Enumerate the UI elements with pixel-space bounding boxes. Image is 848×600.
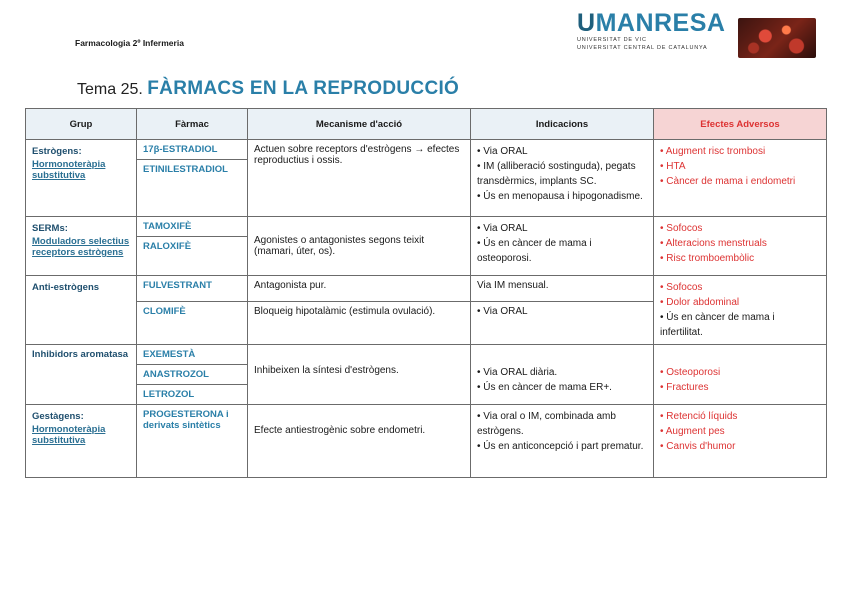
mechanism-cell: Inhibeixen la síntesi d'estrògens. (248, 345, 471, 405)
logo-subtitle-1: UNIVERSITAT DE VIC (577, 37, 647, 43)
drug-cell: 17β-ESTRADIOL (137, 140, 248, 160)
logo-wordmark: UMANRESA (577, 9, 726, 37)
drug-cell: EXEMESTÀ (137, 345, 248, 365)
umanresa-logo (577, 10, 727, 52)
header-mecanisme: Mecanisme d'acció (248, 109, 471, 140)
course-label: Farmacologia 2º Infermeria (75, 38, 184, 48)
mechanism-cell: Efecte antiestrogènic sobre endometri. (248, 405, 471, 478)
table-header-row (26, 109, 827, 140)
drug-cell: CLOMIFÈ (137, 302, 248, 345)
group-cell: Anti-estrògens (26, 276, 137, 345)
table-row (26, 217, 827, 237)
header-indicacions: Indicacions (471, 109, 654, 140)
drug-cell: RALOXIFÈ (137, 237, 248, 276)
group-cell: Inhibidors aromatasa (26, 345, 137, 405)
group-cell: SERMs: Moduladors selectius receptors estrògens (26, 217, 137, 276)
indications-cell: • Via ORAL • Ús en càncer de mama i osteoporosi. (471, 217, 654, 276)
indications-cell: Via IM mensual. (471, 276, 654, 302)
page-title: Tema 25. FÀRMACS EN LA REPRODUCCIÓ (77, 78, 460, 99)
table-row (26, 405, 827, 478)
header-grup: Grup (26, 109, 137, 140)
mechanism-cell: Bloqueig hipotalàmic (estimula ovulació). (248, 302, 471, 345)
mechanism-cell: Actuen sobre receptors d'estrògens → efectes reproductius i ossis. (248, 140, 471, 217)
drug-cell: TAMOXIFÈ (137, 217, 248, 237)
adverse-cell: • Retenció líquids • Augment pes • Canvis d'humor (654, 405, 827, 478)
header-farmac: Fàrmac (137, 109, 248, 140)
drug-cell: FULVESTRANT (137, 276, 248, 302)
header-adversos: Efectes Adversos (654, 109, 827, 140)
drug-cell: LETROZOL (137, 385, 248, 405)
table-row (26, 276, 827, 302)
indications-cell: • Via ORAL diària. • Ús en càncer de mama ER+. (471, 345, 654, 405)
indications-cell: • Via ORAL • IM (alliberació sostinguda), pegats transdèrmics, implants SC. • Ús en menopausa i hipogonadisme. (471, 140, 654, 217)
adverse-cell: • Osteoporosi • Fractures (654, 345, 827, 405)
drug-cell: ETINILESTRADIOL (137, 160, 248, 217)
table-row (26, 345, 827, 365)
table-row (26, 140, 827, 160)
header-image (738, 18, 816, 58)
adverse-cell: • Augment risc trombosi • HTA • Càncer de mama i endometri (654, 140, 827, 217)
indications-cell: • Via oral o IM, combinada amb estrògens. • Ús en anticoncepció i part prematur. (471, 405, 654, 478)
mechanism-cell: Agonistes o antagonistes segons teixit (mamari, úter, os). (248, 217, 471, 276)
logo-subtitle-2: UNIVERSITAT CENTRAL DE CATALUNYA (577, 45, 708, 51)
adverse-cell: • Sofocos • Alteracions menstruals • Risc tromboembòlic (654, 217, 827, 276)
group-cell: Estrògens: Hormonoteràpia substitutiva (26, 140, 137, 217)
drug-cell: PROGESTERONA i derivats sintètics (137, 405, 248, 478)
adverse-cell: • Sofocos • Dolor abdominal • Ús en càncer de mama i infertilitat. (654, 276, 827, 345)
drug-cell: ANASTROZOL (137, 365, 248, 385)
group-cell: Gestàgens: Hormonoteràpia substitutiva (26, 405, 137, 478)
mechanism-cell: Antagonista pur. (248, 276, 471, 302)
indications-cell: • Via ORAL (471, 302, 654, 345)
drug-table (25, 108, 827, 478)
